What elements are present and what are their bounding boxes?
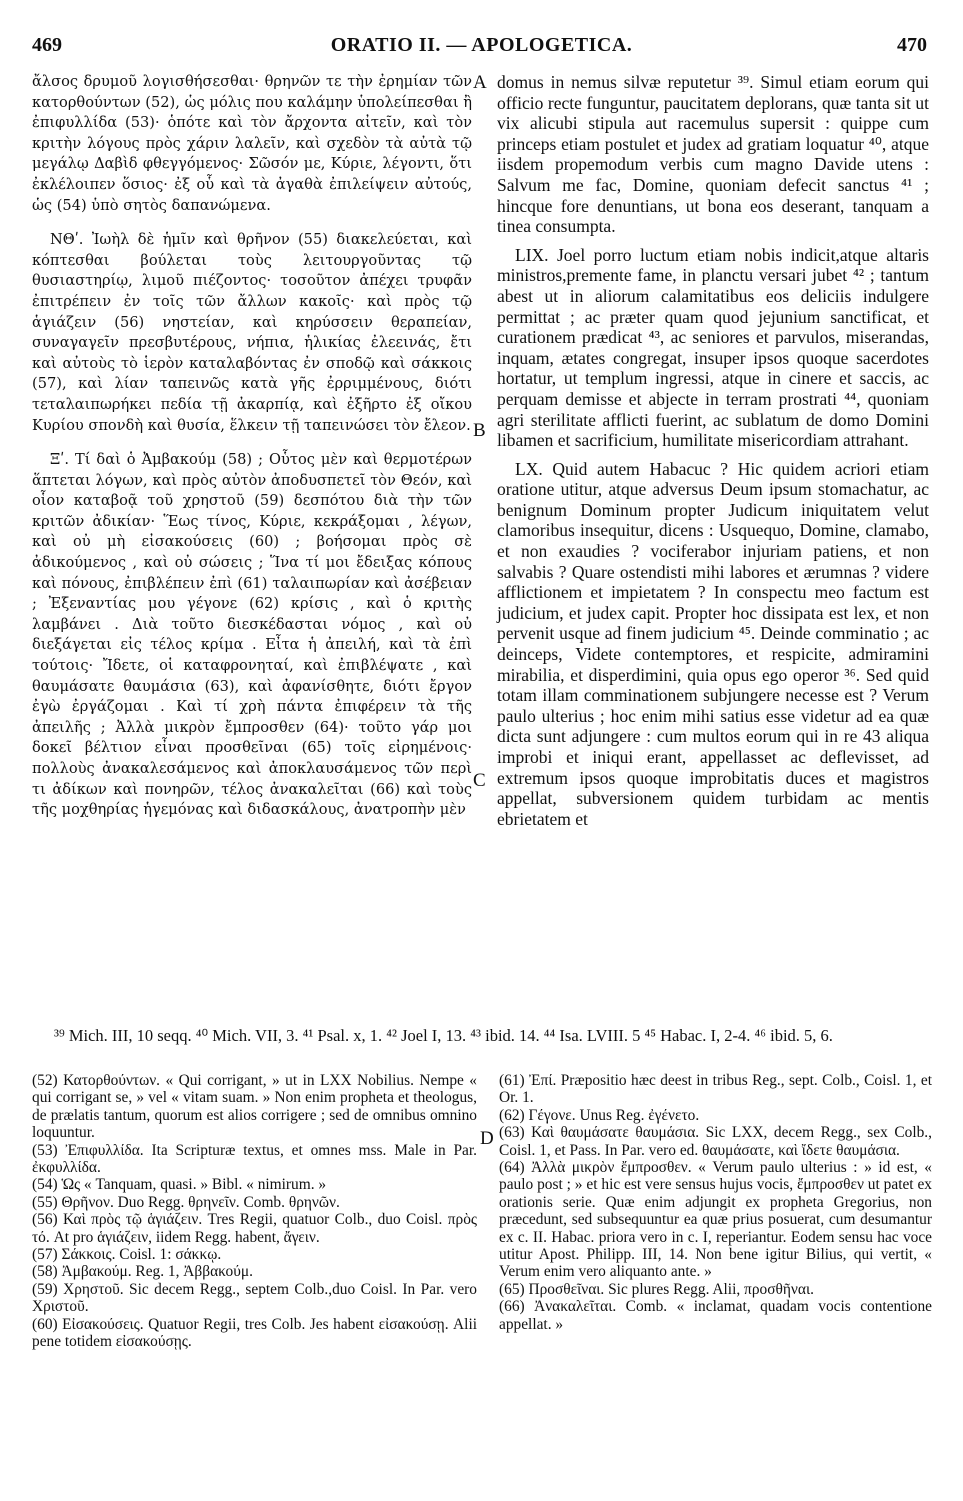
footnote: (62) Γέγονε. Unus Reg. ἐγένετο. (499, 1106, 700, 1124)
margin-letter-b: B (473, 420, 486, 441)
margin-letter-d: D (480, 1128, 494, 1149)
footnote: (54) Ὡς « Tanquam, quasi. » Bibl. « nimirum. » (32, 1176, 327, 1194)
greek-column (32, 72, 472, 821)
margin-letter-c: C (473, 770, 486, 791)
greek-paragraph: ἄλσος δρυμοῦ λογισθήσεσθαι· θρηνῶν τε τὴν ἐρημίαν τῶν κατορθούντων (52), ὡς μόλις που καλάμην ὑπολείπεσθαι ἢ ἐπιφυλλίδα (53)· ὁπότε καὶ τὸν ἄρχοντα αἰτεῖν, καὶ τὸν κριτὴν λόγους πρὸς χάριν λαλεῖν, καὶ σχεδὸν τὰ αὐτὰ τῷ μεγάλῳ Δαβὶδ φθεγγόμενος· Σῶσόν με, Κύριε, λέγοντι, ὅτι ἐκλέλοιπεν ὅσιος· ἐξ οὗ καὶ τὰ ἀγαθὰ ἐπιλείψειν αὐτούς, ὡς (54) ὑπὸ σητὸς δαπανώμενα. (32, 73, 472, 214)
footnote: (52) Κατορθούντων. « Qui corrigant, » ut in LXX Nobilius. Nempe « qui corrigant se, » vel « vitam suam. » Non enim propheta et theologus, de prælatis tantum, quorum est alios corrigere ; sed de omnibus omnino loquuntur. (32, 1072, 477, 1142)
footnote: (61) Ἐπί. Præpositio hæc deest in tribus Reg., sept. Colb., Coisl. 1, et Or. 1. (499, 1072, 932, 1107)
footnote: (57) Σάκκοις. Coisl. 1: σάκκῳ. (32, 1246, 222, 1264)
greek-paragraph: Ξʹ. Τί δαὶ ὁ Ἀμβακούμ (58) ; Οὗτος μὲν καὶ θερμοτέρων ἅπτεται λόγων, καὶ πρὸς αὐτὸν ἀποδυσπετεῖ τὸν Θεόν, καὶ οἷον καταβοᾷ τοῦ χρηστοῦ (59) δεσπότου διὰ τὴν τῶν κριτῶν ἀδικίαν· Ἕως τίνος, Κύριε, κεκράξομαι , λέγων, καὶ οὐ μὴ εἰσακούσεις (60) ; βοήσομαι πρὸς σὲ ἀδικούμενος , καὶ οὐ σώσεις ; Ἵνα τί μοι ἔδειξας κόπους καὶ πόνους, ἐπιβλέπειν ἐπὶ (61) ταλαιπωρίαν καὶ ἀσέβειαν ; Ἐξεναντίας μου γέγονε (62) κρίσις , καὶ ὁ κριτὴς λαμβάνει . Διὰ τοῦτο διεσκέδασται νόμος , καὶ οὐ διεξάγεται εἰς τέλος κρίμα . Εἶτα ἡ ἀπειλή, καὶ τὰ ἐπὶ τούτοις· Ἴδετε, οἱ καταφρονηταί, καὶ ἐπιβλέψατε , καὶ θαυμάσατε θαυμάσια (63), καὶ ἀφανίσθητε, διότι ἔργον ἐγὼ ἐργάζομαι . Καὶ τί χρὴ πάντα ἐπιφέρειν τὰ τῆς ἀπειλῆς ; Ἀλλὰ μικρὸν ἔμπροσθεν (64)· τοῦτο γάρ μοι δοκεῖ βέλτιον εἶναι προσθεῖναι (65) τοῖς εἰρημένοις· πολλοὺς ἀνακαλεσάμενος καὶ ἀποκλαυσάμενος τῶν περὶ τι ἀδίκων καὶ πονηρῶν, τέλος ἀνακαλεῖται (66) καὶ τοὺς τῆς μοχθηρίας ἡγεμόνας καὶ διδασκάλους, ἀνατροπὴν μὲν (32, 451, 472, 819)
page-number-right: 470 (897, 34, 927, 56)
footnote: (60) Εἰσακούσεις. Quatuor Regii, tres Colb. Jes habent εἰσακούσῃ. Alii pene totidem εἰσακούσῃς. (32, 1315, 477, 1351)
footnote: (64) Ἀλλὰ μικρὸν ἔμπροσθεν. « Verum paulo ulterius : » id est, « paulo post ; » et hic est vere sensus hujus vocis, ἔμπροσθεν ut patet ex orationis serie. Quæ enim adjungit ex propheta Gregorius, non præcedunt, sed subsequuntur ea quæ prius posuerat, cum desumantur ex c. II. Habac. priora vero in c. I, reperiantur. Eodem sensu hac voce utitur Apost. Philipp. III, 14. Non bene igitur Bilius, qui vertit, « Verum enim vero aliquanto ante. » (499, 1159, 932, 1281)
footnote: (58) Ἀμβακούμ. Reg. 1, Ἀββακούμ. (32, 1263, 253, 1281)
footnote: (56) Καὶ πρὸς τῷ ἁγιάζειν. Tres Regii, quatuor Colb., duo Coisl. πρὸς τό. At pro ἁγιάζειν, iidem Regg. habent, ἄγειν. (32, 1211, 477, 1246)
latin-column (497, 72, 929, 829)
latin-paragraph: LIX. Joel porro luctum etiam nobis indicit,atque altaris ministros,premente fame, in planctu versari jubet ⁴² ; tantum abest ut in aliorum calamitatibus eos deliciis indulgere permittat ; ac præter quam quod jejunium sanctificat, et curationem prædicat ⁴³, ac seniores et parvulos, miserandas, inquam, ætates congregat, insuper ipsos quoque sacerdotes hortatur, ut templum ingressi, atque in cinere et saccis, ac perquam demisse et abjecte in terram prostrati ⁴⁴, quoniam agri sterilitate afflicti fuerint, ac sublatum de domo Domini libamen et sacrificium, humilitate misericordiam attrahant. (497, 244, 929, 451)
footnote: (53) Ἐπιφυλλίδα. Ita Scripturæ textus, et omnes mss. Male in Par. ἐκφυλλίδα. (32, 1141, 477, 1177)
footnote: (55) Θρῆνον. Duo Regg. θρηνεῖν. Comb. θρηνῶν. (32, 1193, 340, 1211)
footnote: (63) Καὶ θαυμάσατε θαυμάσια. Sic LXX, decem Regg., sex Colb., Coisl. 1, et Pass. In Par. vero ed. θαυμάσατε, καὶ ἴδετε θαυμάσια. (499, 1124, 932, 1159)
margin-letter-a: A (473, 72, 487, 93)
page-number-left: 469 (32, 34, 62, 56)
footnote: (66) Ἀνακαλεῖται. Comb. « inclamat, quadam vocis contentione appellat. » (499, 1298, 932, 1333)
notes-left-column (32, 1072, 477, 1351)
greek-paragraph: ΝΘʹ. Ἰωὴλ δὲ ἡμῖν καὶ θρῆνον (55) διακελεύεται, καὶ κόπτεσθαι βούλεται τοὺς λειτουργοῦντας τῷ θυσιαστηρίῳ, λιμοῦ πιέζοντος· τοσοῦτον ἀπέχει τρυφᾶν ἐπιτρέπειν ἐν τοῖς τῶν ἄλλων κακοῖς· καὶ πρὸς τῷ ἁγιάζειν (56) νηστείαν, καὶ κηρύσσειν θεραπείαν, συναγαγεῖν πρεσβυτέρους, νήπια, ἡλικίας ἐλεεινάς, ἔτι καὶ αὐτοὺς τὸ ἱερὸν καταλαβόντας ἐν σποδῷ καὶ σάκκοις (57), καὶ λίαν ταπεινῶς κατὰ γῆς ἐρριμμένους, διότι τεταλαιπωρήκει πεδία τῇ ἀκαρπίᾳ, καὶ ἐξῆρτο ἐξ οἴκου Κυρίου σπονδὴ καὶ θυσία, ἕλκειν τῇ ταπεινώσει τὸν ἔλεον. (32, 231, 472, 434)
footnote: (59) Χρηστοῦ. Sic decem Regg., septem Colb.,duo Coisl. In Par. vero Χριστοῦ. (32, 1280, 477, 1316)
scripture-references: ³⁹ Mich. III, 10 seqq. ⁴⁰ Mich. VII, 3. ⁴¹ Psal. x, 1. ⁴² Joel I, 13. ⁴³ ibid. 14. ⁴⁴ Isa. LVIII. 5 ⁴⁵ Habac. I, 2-4. ⁴⁶ ibid. 5, 6. (54, 1026, 833, 1045)
notes-right-column (499, 1072, 932, 1333)
footnote: (65) Προσθεῖναι. Sic plures Regg. Alii, προσθῆναι. (499, 1280, 814, 1298)
page-header (0, 34, 963, 60)
running-title: ORATIO II. — APOLOGETICA. (330, 34, 633, 56)
latin-paragraph: LX. Quid autem Habacuc ? Hic quidem acriori etiam oratione utitur, atque adversus Deum ipsum stomachatur, ac benignum Dominum propter Judicum iniquitatem velut clamoribus insequitur, dicens : Usquequo, Domine, clamabo, et non exaudies ? vociferabor injuriam patiens, et non salvabis ? Quare ostendisti mihi labores et ærumnas ? videre afflictionem et impietatem ? In conspectu meo factum est judicium, et judex capit. Propter hoc dissipata est lex, et non pervenit usque ad finem judicium ⁴⁵. Deinde comminatio ; ac deinceps, Videte contemptores, et respicite, admiramini mirabilia, et disperdimini, quia opus ego operor ³⁶. Sed quid totam illam comminationem subjungere necesse est ? Verum paulo ulterius ; hoc enim mihi satius esse videtur ad ea quæ dicta sunt adjungere : cum multos eorum qui in re 43 aliqua improbi et iniqui erant, appellasset ac deflevisset, ad extremum ipsos quoque improbitatis duces et magistros appellat, subversionem quidem turbidam ac mentis ebrietatem et (497, 458, 929, 829)
latin-paragraph: domus in nemus silvæ reputetur ³⁹. Simul etiam eorum qui officio recte funguntur, paucitatem deplorans, quæ tanta sit ut vix alicubi stipula aut racemulus supersit : quippe cum princeps etiam postulet et judex ad gratiam loquatur ⁴⁰, atque iisdem propemodum verbis cum magno Davide utens : Salvum me fac, Domine, quoniam defecit sanctus ⁴¹ ; hincque fore denuntians, ut bona eos deserant, tanquam a tinea consumpta. (497, 72, 929, 237)
